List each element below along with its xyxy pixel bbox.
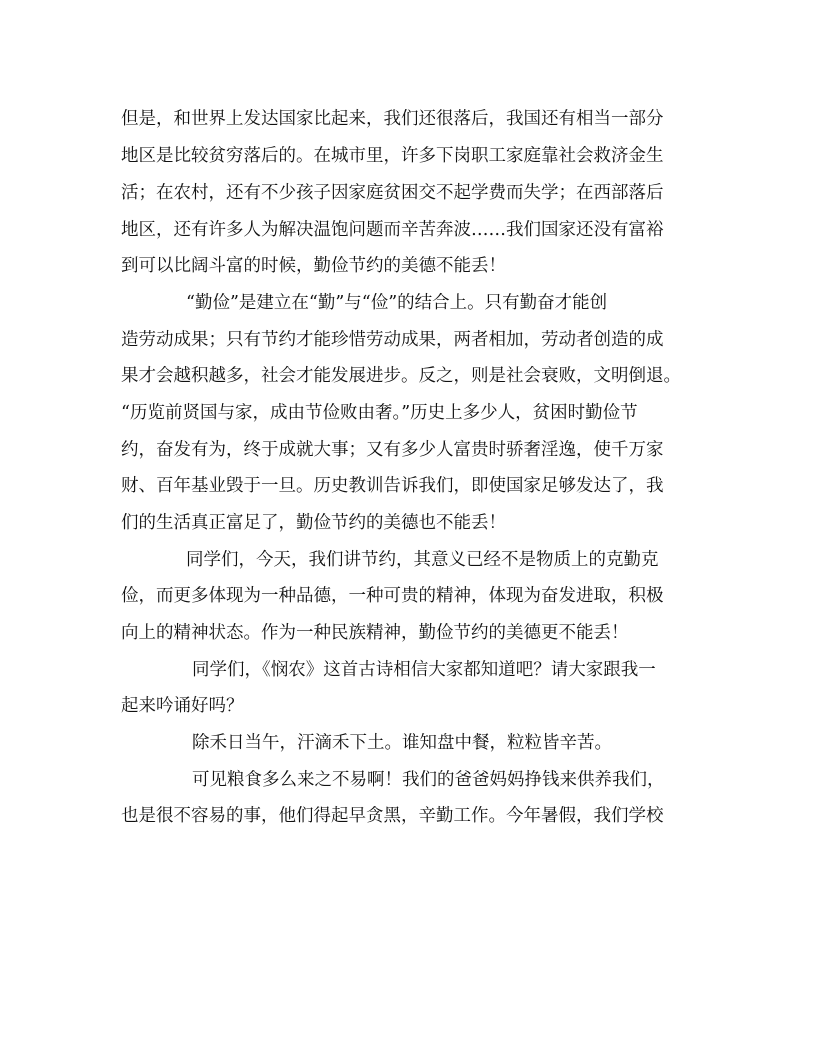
text-line bbox=[0, 505, 816, 541]
line-text: “勤俭”是建立在“勤”与“俭”的结合上。只有勤奋才能创 bbox=[186, 293, 608, 313]
text-line bbox=[0, 798, 816, 834]
line-text: 起来吟诵好吗？ bbox=[121, 696, 244, 716]
line-text: 到可以比阔斗富的时候，勤俭节约的美德不能丢！ bbox=[121, 256, 506, 276]
text-line bbox=[0, 615, 816, 651]
text-line bbox=[0, 432, 816, 468]
text-line bbox=[0, 578, 816, 614]
text-line bbox=[0, 725, 816, 761]
line-text: 财、百年基业毁于一旦。历史教训告诉我们，即使国家足够发达了，我 bbox=[121, 476, 664, 496]
line-text: 同学们，今天，我们讲节约，其意义已经不是物质上的克勤克 bbox=[186, 550, 659, 570]
text-line bbox=[0, 322, 816, 358]
text-line bbox=[0, 101, 816, 137]
text-line bbox=[0, 248, 816, 284]
line-text: 地区是比较贫穷落后的。在城市里，许多下岗职工家庭靠社会救济金生 bbox=[121, 146, 664, 166]
text-line bbox=[0, 652, 816, 688]
text-line bbox=[0, 468, 816, 504]
text-line bbox=[0, 285, 816, 321]
line-text: 也是很不容易的事，他们得起早贪黑，辛勤工作。今年暑假，我们学校 bbox=[121, 806, 664, 826]
line-text: 造劳动成果；只有节约才能珍惜劳动成果，两者相加，劳动者创造的成 bbox=[121, 330, 664, 350]
line-text: 除禾日当午，汗滴禾下土。谁知盘中餐，粒粒皆辛苦。 bbox=[192, 733, 612, 753]
line-text: 活；在农村，还有不少孩子因家庭贫困交不起学费而失学；在西部落后 bbox=[121, 183, 664, 203]
text-line bbox=[0, 212, 816, 248]
line-text: 果才会越积越多，社会才能发展进步。反之，则是社会衰败，文明倒退。 bbox=[121, 366, 681, 386]
text-line bbox=[0, 395, 816, 431]
text-line bbox=[0, 762, 816, 798]
text-line bbox=[0, 138, 816, 174]
line-text: 同学们，《悯农》这首古诗相信大家都知道吧？请大家跟我一 bbox=[192, 660, 656, 680]
line-text: 向上的精神状态。作为一种民族精神，勤俭节约的美德更不能丢！ bbox=[121, 623, 629, 643]
line-text: 可见粮食多么来之不易啊！我们的爸爸妈妈挣钱来供养我们， bbox=[192, 770, 665, 790]
line-text: 约，奋发有为，终于成就大事；又有多少人富贵时骄奢淫逸，使千万家 bbox=[121, 440, 664, 460]
text-line bbox=[0, 688, 816, 724]
line-text: 但是，和世界上发达国家比起来，我们还很落后，我国还有相当一部分 bbox=[121, 109, 664, 129]
line-text: 地区，还有许多人为解决温饱问题而辛苦奔波……我们国家还没有富裕 bbox=[121, 220, 664, 240]
line-text: “历览前贤国与家，成由节俭败由奢。”历史上多少人，贫困时勤俭节 bbox=[121, 403, 638, 423]
line-text: 俭，而更多体现为一种品德，一种可贵的精神，体现为奋发进取，积极 bbox=[121, 586, 664, 606]
line-text: 们的生活真正富足了，勤俭节约的美德也不能丢！ bbox=[121, 513, 506, 533]
text-line bbox=[0, 175, 816, 211]
text-line bbox=[0, 542, 816, 578]
text-line bbox=[0, 358, 816, 394]
